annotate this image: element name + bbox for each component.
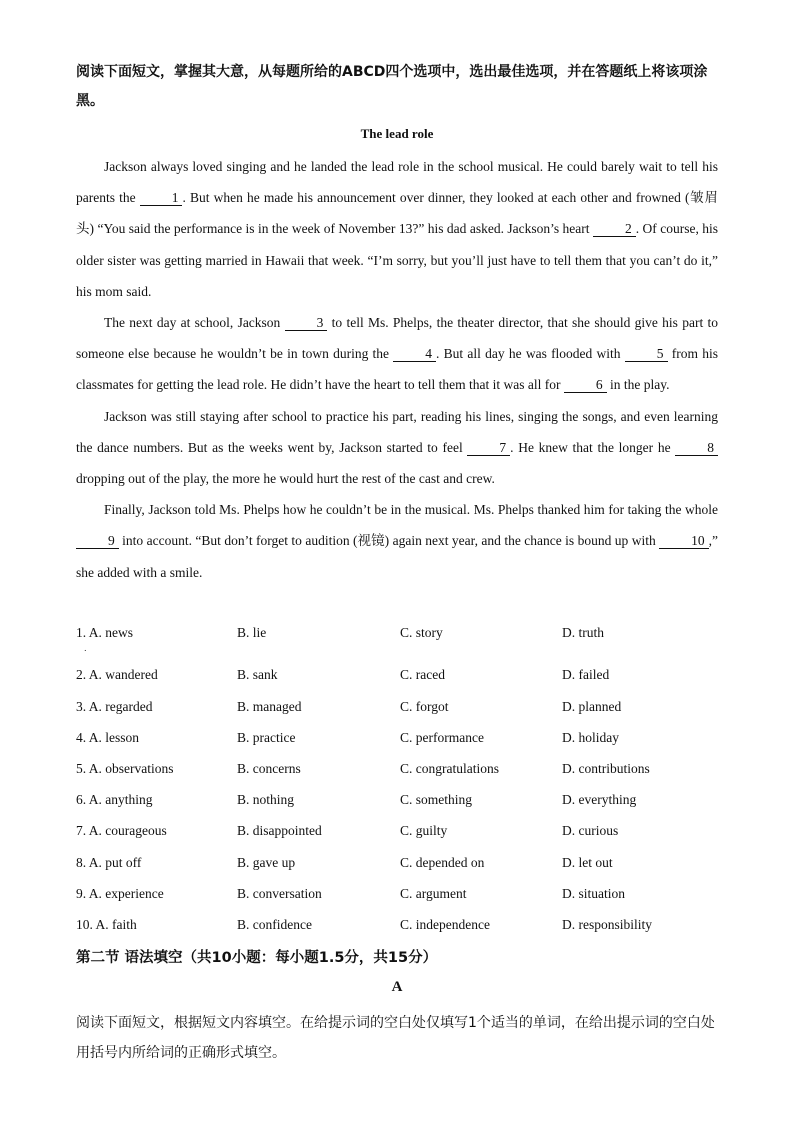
question-row-6 (76, 792, 736, 812)
section2-heading: 第二节 语法填空（共10小题：每小题1.5分，共15分） (76, 950, 438, 966)
blank-3: 3 (285, 315, 328, 331)
section1-instructions: 阅读下面短文，掌握其大意，从每题所给的ABCD四个选项中，选出最佳选项，并在答题纸上将该项涂黑。 (76, 64, 708, 109)
question-row-4 (76, 730, 736, 750)
option-d: D. contributions (562, 761, 650, 776)
option-d: D. curious (562, 823, 619, 838)
option-b: B. disappointed (237, 823, 322, 838)
section2-subheading: A (391, 979, 403, 995)
option-b: B. managed (237, 699, 302, 714)
question-row-9 (76, 886, 736, 906)
option-a: 3. A. regarded (76, 699, 153, 714)
option-b: B. sank (237, 667, 278, 682)
option-d: D. planned (562, 699, 622, 714)
paragraph-3: Jackson was still staying after school to practice his part, reading his lines, singing the songs, and even learning the dance numbers. But as the weeks went by, Jackson started to feel 7 . He knew that the longer he 8 dropping out of the play, the more he would hurt the rest of the cast and crew. (76, 408, 718, 487)
option-c: C. congratulations (400, 761, 499, 776)
option-c: C. forgot (400, 699, 449, 714)
question-row-3 (76, 699, 736, 719)
option-b: B. gave up (237, 855, 296, 870)
option-c: C. guilty (400, 823, 448, 838)
option-d: D. truth (562, 625, 604, 640)
blank-7: 7 (467, 440, 510, 456)
question-row-1 (76, 625, 736, 645)
option-c: C. raced (400, 667, 445, 682)
option-b: B. confidence (237, 917, 312, 932)
question-row-8 (76, 855, 736, 875)
question-row-5 (76, 761, 736, 781)
blank-10: 10 (659, 533, 709, 549)
option-b: B. nothing (237, 792, 295, 807)
option-a: 8. A. put off (76, 855, 142, 870)
passage-body (76, 151, 718, 588)
blank-5: 5 (625, 346, 668, 362)
option-a: 9. A. experience (76, 886, 164, 901)
blank-2: 2 (593, 221, 636, 237)
stray-mark: . (84, 644, 87, 653)
option-c: C. independence (400, 917, 490, 932)
option-a: 6. A. anything (76, 792, 153, 807)
option-d: D. failed (562, 667, 610, 682)
blank-4: 4 (393, 346, 436, 362)
paragraph-2: The next day at school, Jackson 3 to tell Ms. Phelps, the theater director, that she should give his part to someone else because he wouldn’t be in town during the 4 . But all day he was flooded with 5 from his classmates for getting the lead role. He didn’t have the heart to tell them that it was all for 6 in the play. (76, 315, 719, 393)
question-row-10 (76, 917, 736, 937)
option-a: 4. A. lesson (76, 730, 140, 745)
option-d: D. responsibility (562, 917, 652, 932)
option-d: D. let out (562, 855, 613, 870)
option-d: D. holiday (562, 730, 619, 745)
option-a: 7. A. courageous (76, 823, 167, 838)
option-c: C. argument (400, 886, 467, 901)
option-a: 2. A. wandered (76, 667, 158, 682)
blank-1: 1 (140, 190, 183, 206)
paragraph-4: Finally, Jackson told Ms. Phelps how he couldn’t be in the musical. Ms. Phelps thanked him for taking the whole 9 into account. “But don’t forget to audition (视镜) again next year, and the chance is bound up with 10 ,” she added with a smile. (76, 502, 718, 580)
option-a: 5. A. observations (76, 761, 174, 776)
blank-9: 9 (76, 533, 119, 549)
section2-instructions: 阅读下面短文，根据短文内容填空。在给提示词的空白处仅填写1个适当的单词，在给出提示词的空白处用括号内所给词的正确形式填空。 (76, 1015, 715, 1061)
option-c: C. depended on (400, 855, 485, 870)
option-b: B. practice (237, 730, 296, 745)
option-d: D. everything (562, 792, 637, 807)
option-a: 1. A. news (76, 625, 133, 640)
blank-6: 6 (564, 377, 607, 393)
option-b: B. conversation (237, 886, 322, 901)
option-c: C. something (400, 792, 473, 807)
option-c: C. performance (400, 730, 484, 745)
question-row-2 (76, 667, 736, 687)
option-d: D. situation (562, 886, 625, 901)
question-row-7 (76, 823, 736, 843)
option-c: C. story (400, 625, 443, 640)
option-a: 10. A. faith (76, 917, 137, 932)
passage-title: The lead role (360, 126, 434, 141)
paragraph-1: Jackson always loved singing and he landed the lead role in the school musical. He could barely wait to tell his parents the 1 . But when he made his announcement over dinner, they looked at each other and frowned (皱眉头) “You said the performance is in the week of November 13?” his dad asked. Jackson’s heart 2 . Of course, his older sister was getting married in Hawaii that week. “I’m sorry, but you’ll just have to tell them that you can’t do it,” his mom said. (76, 159, 719, 299)
option-b: B. concerns (237, 761, 301, 776)
option-b: B. lie (237, 625, 267, 640)
blank-8: 8 (675, 440, 718, 456)
